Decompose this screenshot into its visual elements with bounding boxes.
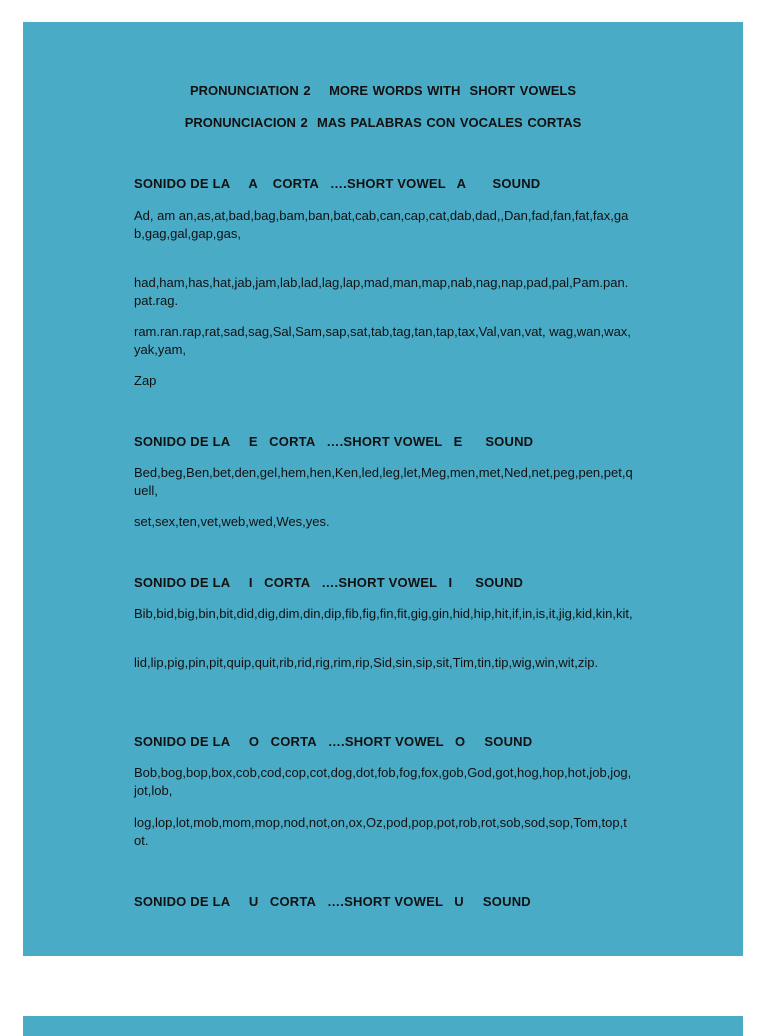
words-short-a-4: Zap	[134, 373, 157, 388]
heading-short-e: SONIDO DE LA E CORTA ….SHORT VOWEL E SOUND	[134, 434, 534, 449]
words-short-o-1: Bob,bog,bop,box,cob,cod,cop,cot,dog,dot,fob,fog,fox,gob,God,got,hog,hop,hot,job,jog,jot,lob,	[134, 765, 632, 798]
heading-short-u: SONIDO DE LA U CORTA ….SHORT VOWEL U SOUND	[134, 894, 531, 909]
words-short-o-2: log,lop,lot,mob,mom,mop,nod,not,on,ox,Oz,pod,pop,pot,rob,rot,sob,sod,sop,Tom,top,tot.	[134, 815, 627, 848]
words-short-a-1: Ad, am an,as,at,bad,bag,bam,ban,bat,cab,can,cap,cat,dab,dad,,Dan,fad,fan,fat,fax,gab,gag,gal,gap,gas,	[134, 208, 629, 241]
words-short-e-1: Bed,beg,Ben,bet,den,gel,hem,hen,Ken,led,leg,let,Meg,men,met,Ned,net,peg,pen,pet,quell,	[134, 465, 633, 498]
words-short-i-1: Bib,bid,big,bin,bit,did,dig,dim,din,dip,fib,fig,fin,fit,gig,gin,hid,hip,hit,if,in,is,it,jig,kid,kin,kit,	[134, 606, 633, 621]
document-page	[23, 22, 743, 956]
heading-short-i: SONIDO DE LA I CORTA ….SHORT VOWEL I SOUND	[134, 575, 524, 590]
next-page-edge	[23, 1016, 743, 1036]
title-english: PRONUNCIATION 2 MORE WORDS WITH SHORT VOWELS	[189, 83, 577, 98]
words-short-a-2: had,ham,has,hat,jab,jam,lab,lad,lag,lap,mad,man,map,nab,nag,nap,pad,pal,Pam.pan.pat.rag.	[134, 275, 629, 308]
title-spanish: PRONUNCIACION 2 MAS PALABRAS CON VOCALES CORTAS	[184, 115, 582, 130]
heading-short-o: SONIDO DE LA O CORTA ….SHORT VOWEL O SOUND	[134, 734, 533, 749]
words-short-e-2: set,sex,ten,vet,web,wed,Wes,yes.	[134, 514, 330, 529]
words-short-a-3: ram.ran.rap,rat,sad,sag,Sal,Sam,sap,sat,tab,tag,tan,tap,tax,Val,van,vat, wag,wan,wax,yak,yam,	[134, 324, 631, 357]
heading-short-a: SONIDO DE LA A CORTA ….SHORT VOWEL A SOUND	[134, 176, 541, 191]
words-short-i-2: lid,lip,pig,pin,pit,quip,quit,rib,rid,rig,rim,rip,Sid,sin,sip,sit,Tim,tin,tip,wig,win,wit,zip.	[134, 655, 599, 670]
